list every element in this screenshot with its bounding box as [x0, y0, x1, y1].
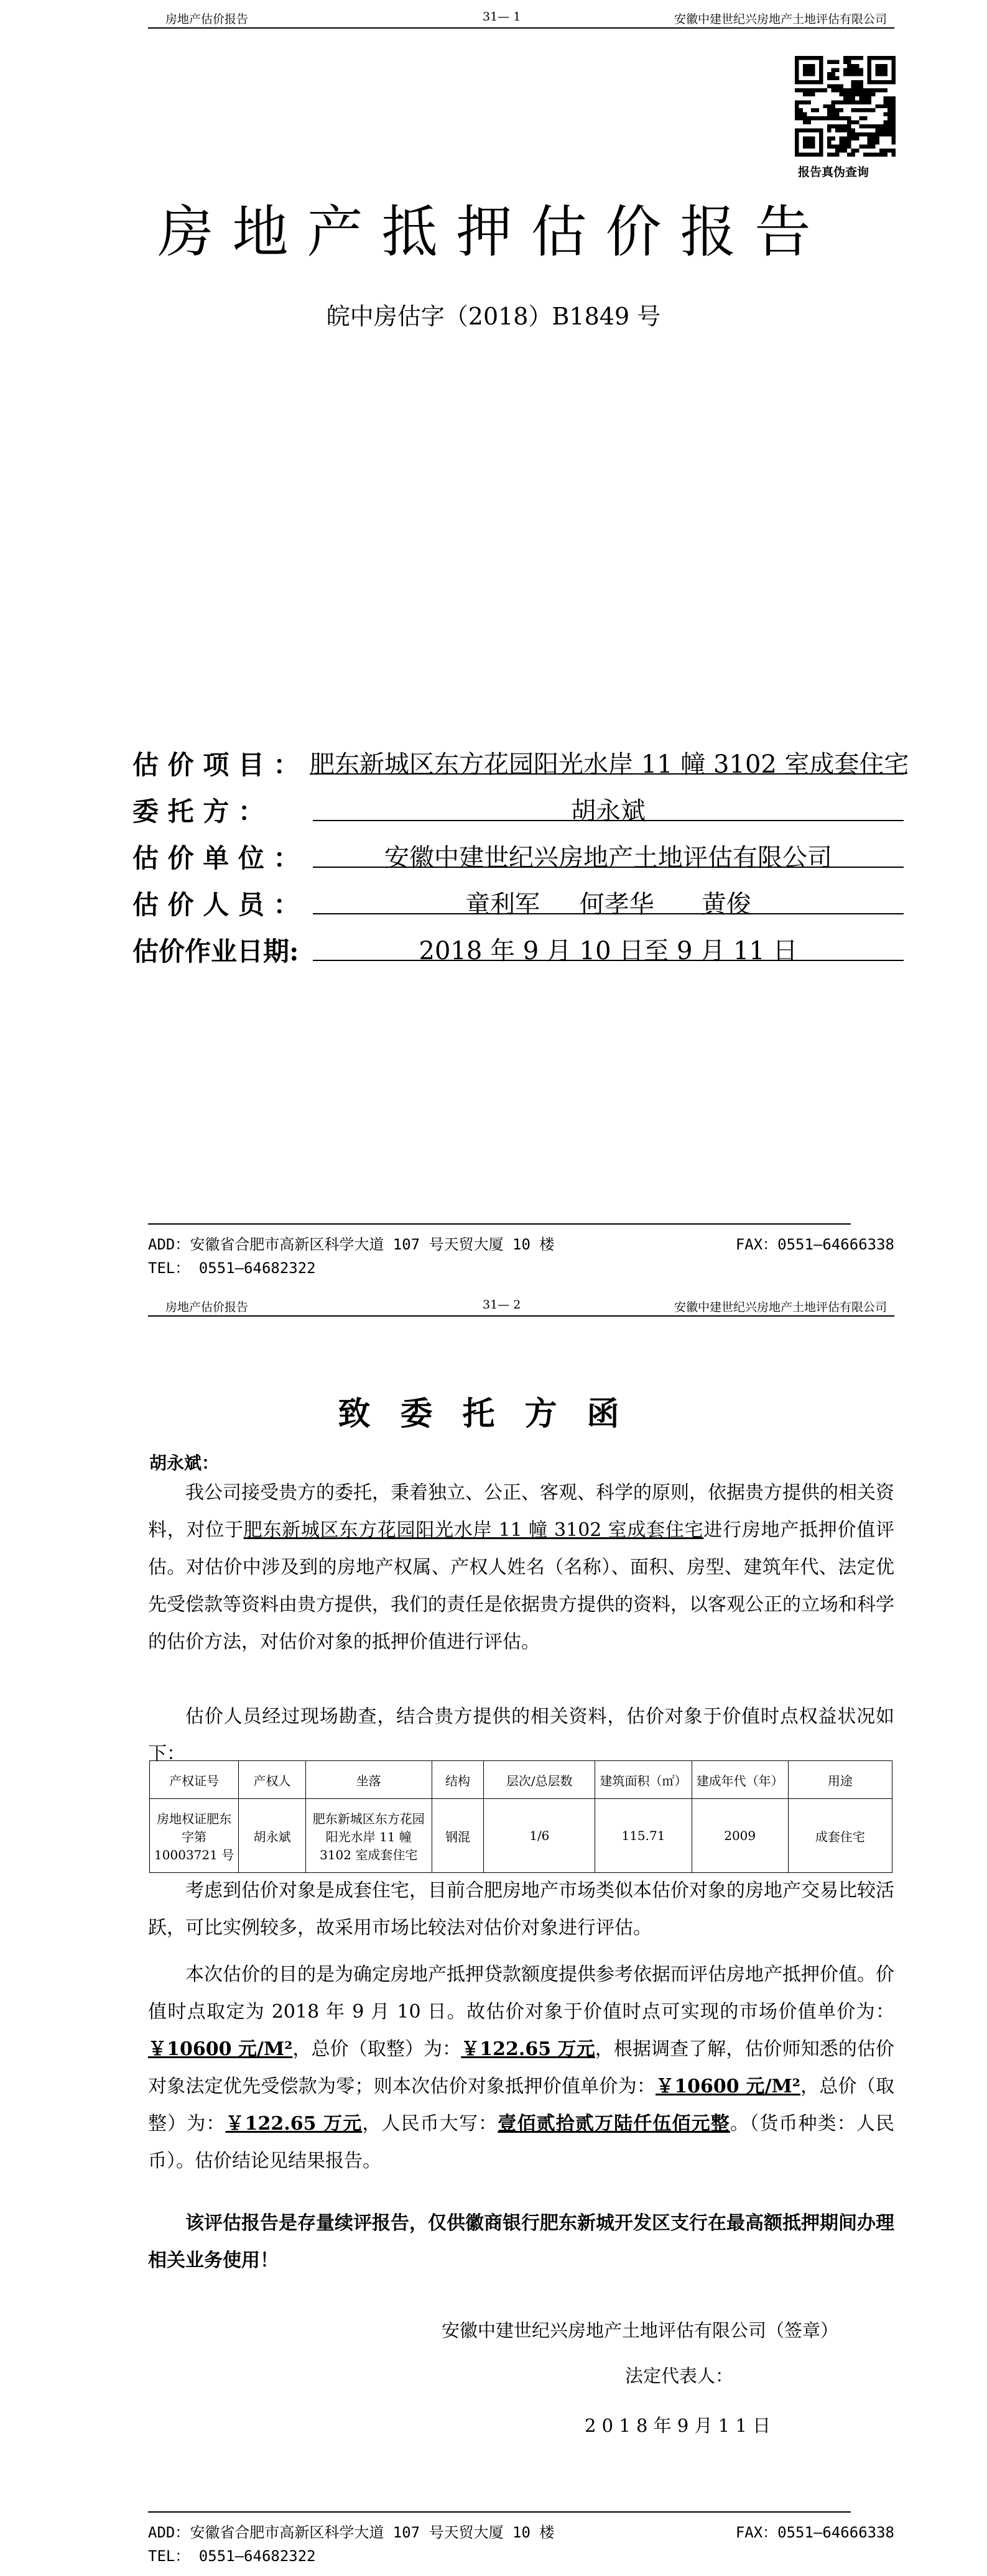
table-header-row	[150, 1761, 892, 1799]
qr-caption: 报告真伪查询	[798, 165, 869, 179]
table-header: 层次/总层数	[484, 1761, 595, 1799]
footer-fax: FAX：0551—64666338	[735, 2524, 894, 2541]
table-header: 建成年代（年）	[692, 1761, 788, 1799]
header-page-number: 31— 2	[483, 1298, 521, 1312]
table-cell: 1/6	[484, 1799, 595, 1873]
field-value: 童利军 何孝华 黄俊	[313, 885, 904, 914]
paragraph-1	[148, 1474, 894, 1661]
table-cell: 115.71	[595, 1799, 692, 1873]
header-company: 安徽中建世纪兴房地产土地评估有限公司	[674, 12, 887, 26]
table-header: 用途	[788, 1761, 892, 1799]
text: 。（货币种类：人民币）。估价结论见结果报告。	[148, 2113, 895, 2172]
field-label: 估 价 单 位 ：	[132, 843, 300, 873]
table-header: 产权证号	[150, 1761, 239, 1799]
market-total-price: ￥122.65 万元	[461, 2038, 595, 2060]
field-value: 胡永斌	[313, 791, 904, 821]
text: 估价人员经过现场勘查，结合贵方提供的相关资料，估价对象于价值时点权益状况如下：	[148, 1706, 894, 1765]
property-table	[149, 1760, 892, 1873]
page-header	[148, 1294, 894, 1317]
legal-representative: 法定代表人：	[625, 2365, 734, 2386]
qr-code-icon[interactable]	[795, 56, 896, 157]
table-cell: 肥东新城区东方花园阳光水岸 11 幢 3102 室成套住宅	[305, 1799, 432, 1873]
letter-title: 致委托方函	[338, 1395, 649, 1433]
field-label: 估 价 项 目 ：	[132, 750, 300, 780]
table-cell: 房地权证肥东字第 10003721 号	[150, 1799, 239, 1873]
paragraph-4	[148, 1956, 894, 2180]
company-seal-line: 安徽中建世纪兴房地产土地评估有限公司（签章）	[442, 2320, 839, 2341]
paragraph-5	[148, 2205, 894, 2279]
text: ，总价（取整）为：	[148, 2076, 895, 2135]
table-cell: 成套住宅	[788, 1799, 892, 1873]
footer-tel: TEL： 0551—64682322	[148, 1259, 316, 1277]
footer-address: ADD：安徽省合肥市高新区科学大道 107 号天贸大厦 10 楼	[148, 2524, 555, 2541]
field-valuation-company	[132, 833, 904, 873]
text: 本次估价的目的是为确定房地产抵押贷款额度提供参考依据而评估房地产抵押价值。价值时点取定为 2018 年 9 月 10 日。故估价对象于价值时点可实现的市场价值单价为：	[148, 1964, 894, 2023]
header-left: 房地产估价报告	[165, 12, 249, 26]
field-label: 估价作业日期:	[132, 936, 299, 967]
market-unit-price: ￥10600 元/M²	[148, 2038, 293, 2060]
report-title: 房地产抵押估价报告	[157, 200, 830, 265]
header-company: 安徽中建世纪兴房地产土地评估有限公司	[674, 1300, 887, 1314]
salutation: 胡永斌：	[149, 1453, 220, 1473]
text: ，人民币大写：	[362, 2113, 498, 2135]
table-cell: 胡永斌	[239, 1799, 305, 1873]
field-client	[132, 786, 904, 827]
text: 我公司接受贵方的委托，秉着独立、公正、客观、科学的原则，依据贵方提供的相关资料，对位于	[148, 1482, 894, 1541]
text: 进行房地产抵押价值评估。对估价中涉及到的房地产权属、产权人姓名（名称）、面积、房型、建筑年代、法定优先受偿款等资料由贵方提供，我们的责任是依据贵方提供的资料，以客观公正的立场和科学的估价方法，对估价对象的抵押价值进行评估。	[148, 1519, 895, 1653]
field-label: 委 托 方 ：	[132, 796, 264, 827]
field-label: 估 价 人 员 ：	[132, 890, 300, 920]
field-value: 肥东新城区东方花园阳光水岸 11 幢 3102 室成套住宅	[310, 745, 904, 775]
document-number: 皖中房估字（2018）B1849 号	[326, 303, 661, 330]
field-value: 安徽中建世纪兴房地产土地评估有限公司	[313, 838, 904, 868]
text: ，总价（取整）为：	[292, 2038, 461, 2060]
amount-in-words: 壹佰贰拾贰万陆仟伍佰元整	[498, 2113, 730, 2135]
letter-page	[0, 1288, 987, 2576]
table-header: 产权人	[239, 1761, 305, 1799]
property-address: 肥东新城区东方花园阳光水岸 11 幢 3102 室成套住宅	[243, 1519, 704, 1541]
table-header: 坐落	[305, 1761, 432, 1799]
mortgage-total-price: ￥122.65 万元	[225, 2113, 363, 2135]
field-value: 2018 年 9 月 10 日至 9 月 11 日	[313, 931, 904, 961]
field-valuation-project	[132, 740, 909, 780]
header-left: 房地产估价报告	[165, 1300, 249, 1314]
table-header: 建筑面积（㎡）	[595, 1761, 692, 1799]
header-page-number: 31— 1	[483, 10, 521, 24]
footer-rule	[148, 1223, 851, 1225]
text: 考虑到估价对象是成套住宅，目前合肥房地产市场类似本估价对象的房地产交易比较活跃，可比实例较多，故采用市场比较法对估价对象进行评估。	[148, 1880, 894, 1939]
mortgage-unit-price: ￥10600 元/M²	[656, 2076, 800, 2097]
paragraph-3	[148, 1872, 894, 1947]
text: ，根据调查了解，估价师知悉的估价对象法定优先受偿款为零；则本次估价对象抵押价值单价为：	[148, 2038, 895, 2097]
table-cell: 钢混	[432, 1799, 484, 1873]
footer-rule	[148, 2511, 851, 2513]
usage-notice: 该评估报告是存量续评报告，仅供徽商银行肥东新城开发区支行在最高额抵押期间办理相关业务使用！	[148, 2212, 894, 2271]
footer-address: ADD：安徽省合肥市高新区科学大道 107 号天贸大厦 10 楼	[148, 1236, 555, 1253]
field-work-date	[132, 926, 904, 967]
table-header: 结构	[432, 1761, 484, 1799]
footer-fax: FAX：0551—64666338	[735, 1236, 894, 1253]
letter-date: 2 0 1 8 年 9 月 1 1 日	[585, 2415, 771, 2436]
table-row	[150, 1799, 892, 1873]
page-header	[148, 6, 894, 29]
footer-tel: TEL： 0551—64682322	[148, 2547, 316, 2565]
table-cell: 2009	[692, 1799, 788, 1873]
field-valuers	[132, 880, 904, 920]
